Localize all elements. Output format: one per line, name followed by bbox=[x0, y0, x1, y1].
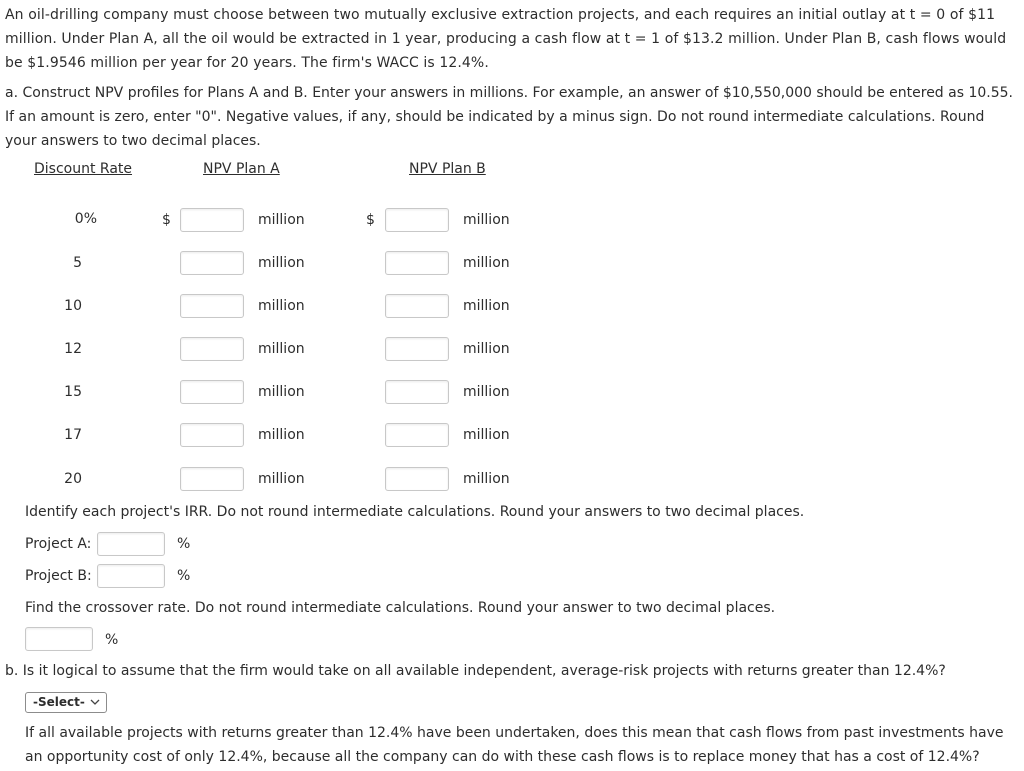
npv-plan-b-input[interactable] bbox=[385, 208, 449, 232]
project-b-label: Project B: bbox=[25, 568, 92, 584]
irr-project-a-input[interactable] bbox=[97, 532, 165, 556]
rate-label: 5 bbox=[73, 255, 82, 271]
npv-plan-a-input[interactable] bbox=[180, 251, 244, 275]
npv-plan-b-input[interactable] bbox=[385, 423, 449, 447]
part-b-followup: If all available projects with returns greater than 12.4% have been undertaken, does this mean that cash flows from past investments have an opportunity cost of only 12.4%, because all the company can do with these cash flows is to replace money that has a cost of 12.4%? bbox=[25, 725, 1004, 765]
select-value: -Select- bbox=[33, 695, 85, 709]
crossover-prompt: Find the crossover rate. Do not round intermediate calculations. Round your answer to two decimal places. bbox=[25, 600, 776, 616]
npv-plan-b-input[interactable] bbox=[385, 294, 449, 318]
npv-plan-a-input[interactable] bbox=[180, 467, 244, 491]
rate-label: 10 bbox=[64, 298, 82, 314]
unit-million: million bbox=[463, 298, 510, 314]
npv-plan-b-input[interactable] bbox=[385, 467, 449, 491]
part-b-question bbox=[5, 663, 946, 679]
rate-label: 15 bbox=[64, 384, 82, 400]
unit-million: million bbox=[258, 427, 305, 443]
unit-million: million bbox=[463, 341, 510, 357]
unit-million: million bbox=[258, 384, 305, 400]
part-a-text: Construct NPV profiles for Plans A and B. Enter your answers in millions. For example, an answer of $10,550,000 should be entered as 10.55. If an amount is zero, enter "0". Negative values, if any, should be indicated by a minus sign. Do not round intermediate calculations. Round your answers to two decimal places. bbox=[5, 85, 1013, 149]
npv-plan-b-input[interactable] bbox=[385, 337, 449, 361]
rate-label: 20 bbox=[64, 471, 82, 487]
unit-million: million bbox=[463, 212, 510, 228]
npv-plan-a-input[interactable] bbox=[180, 337, 244, 361]
percent-sign: % bbox=[177, 536, 191, 552]
unit-million: million bbox=[463, 384, 510, 400]
npv-plan-b-input[interactable] bbox=[385, 380, 449, 404]
dollar-sign: $ bbox=[162, 212, 171, 228]
unit-million: million bbox=[258, 255, 305, 271]
irr-project-b-input[interactable] bbox=[97, 564, 165, 588]
answer-select[interactable] bbox=[25, 692, 107, 713]
header-npv-plan-b: NPV Plan B bbox=[409, 161, 486, 177]
unit-million: million bbox=[463, 471, 510, 487]
unit-million: million bbox=[258, 341, 305, 357]
npv-plan-b-input[interactable] bbox=[385, 251, 449, 275]
rate-label: 17 bbox=[64, 427, 82, 443]
rate-label: 0% bbox=[74, 211, 97, 227]
rate-label: 12 bbox=[64, 341, 82, 357]
npv-plan-a-input[interactable] bbox=[180, 380, 244, 404]
header-npv-plan-a: NPV Plan A bbox=[203, 161, 280, 177]
percent-sign: % bbox=[177, 568, 191, 584]
part-b-text: Is it logical to assume that the firm would take on all available independent, average-risk projects with returns greater than 12.4%? bbox=[22, 663, 946, 679]
npv-plan-a-input[interactable] bbox=[180, 208, 244, 232]
dollar-sign: $ bbox=[366, 212, 375, 228]
unit-million: million bbox=[258, 298, 305, 314]
percent-sign: % bbox=[105, 632, 119, 648]
crossover-rate-input[interactable] bbox=[25, 627, 93, 651]
project-a-label: Project A: bbox=[25, 536, 92, 552]
unit-million: million bbox=[463, 255, 510, 271]
npv-plan-a-input[interactable] bbox=[180, 423, 244, 447]
unit-million: million bbox=[258, 471, 305, 487]
part-a-label: a. bbox=[5, 85, 19, 101]
irr-prompt: Identify each project's IRR. Do not round intermediate calculations. Round your answers to two decimal places. bbox=[25, 504, 805, 520]
chevron-down-icon bbox=[90, 693, 100, 718]
unit-million: million bbox=[258, 212, 305, 228]
part-a-instructions bbox=[5, 81, 1015, 153]
header-discount-rate: Discount Rate bbox=[34, 161, 133, 177]
unit-million: million bbox=[463, 427, 510, 443]
problem-intro: An oil-drilling company must choose between two mutually exclusive extraction projects, and each requires an initial outlay at t = 0 of $11 million. Under Plan A, all the oil would be extracted in 1 year, producing a cash flow at t = 1 of $13.2 million. Under Plan B, cash flows would be $1.9546 million per year for 20 years. The firm's WACC is 12.4%. bbox=[5, 7, 1007, 71]
part-b-label: b. bbox=[5, 663, 19, 679]
npv-plan-a-input[interactable] bbox=[180, 294, 244, 318]
